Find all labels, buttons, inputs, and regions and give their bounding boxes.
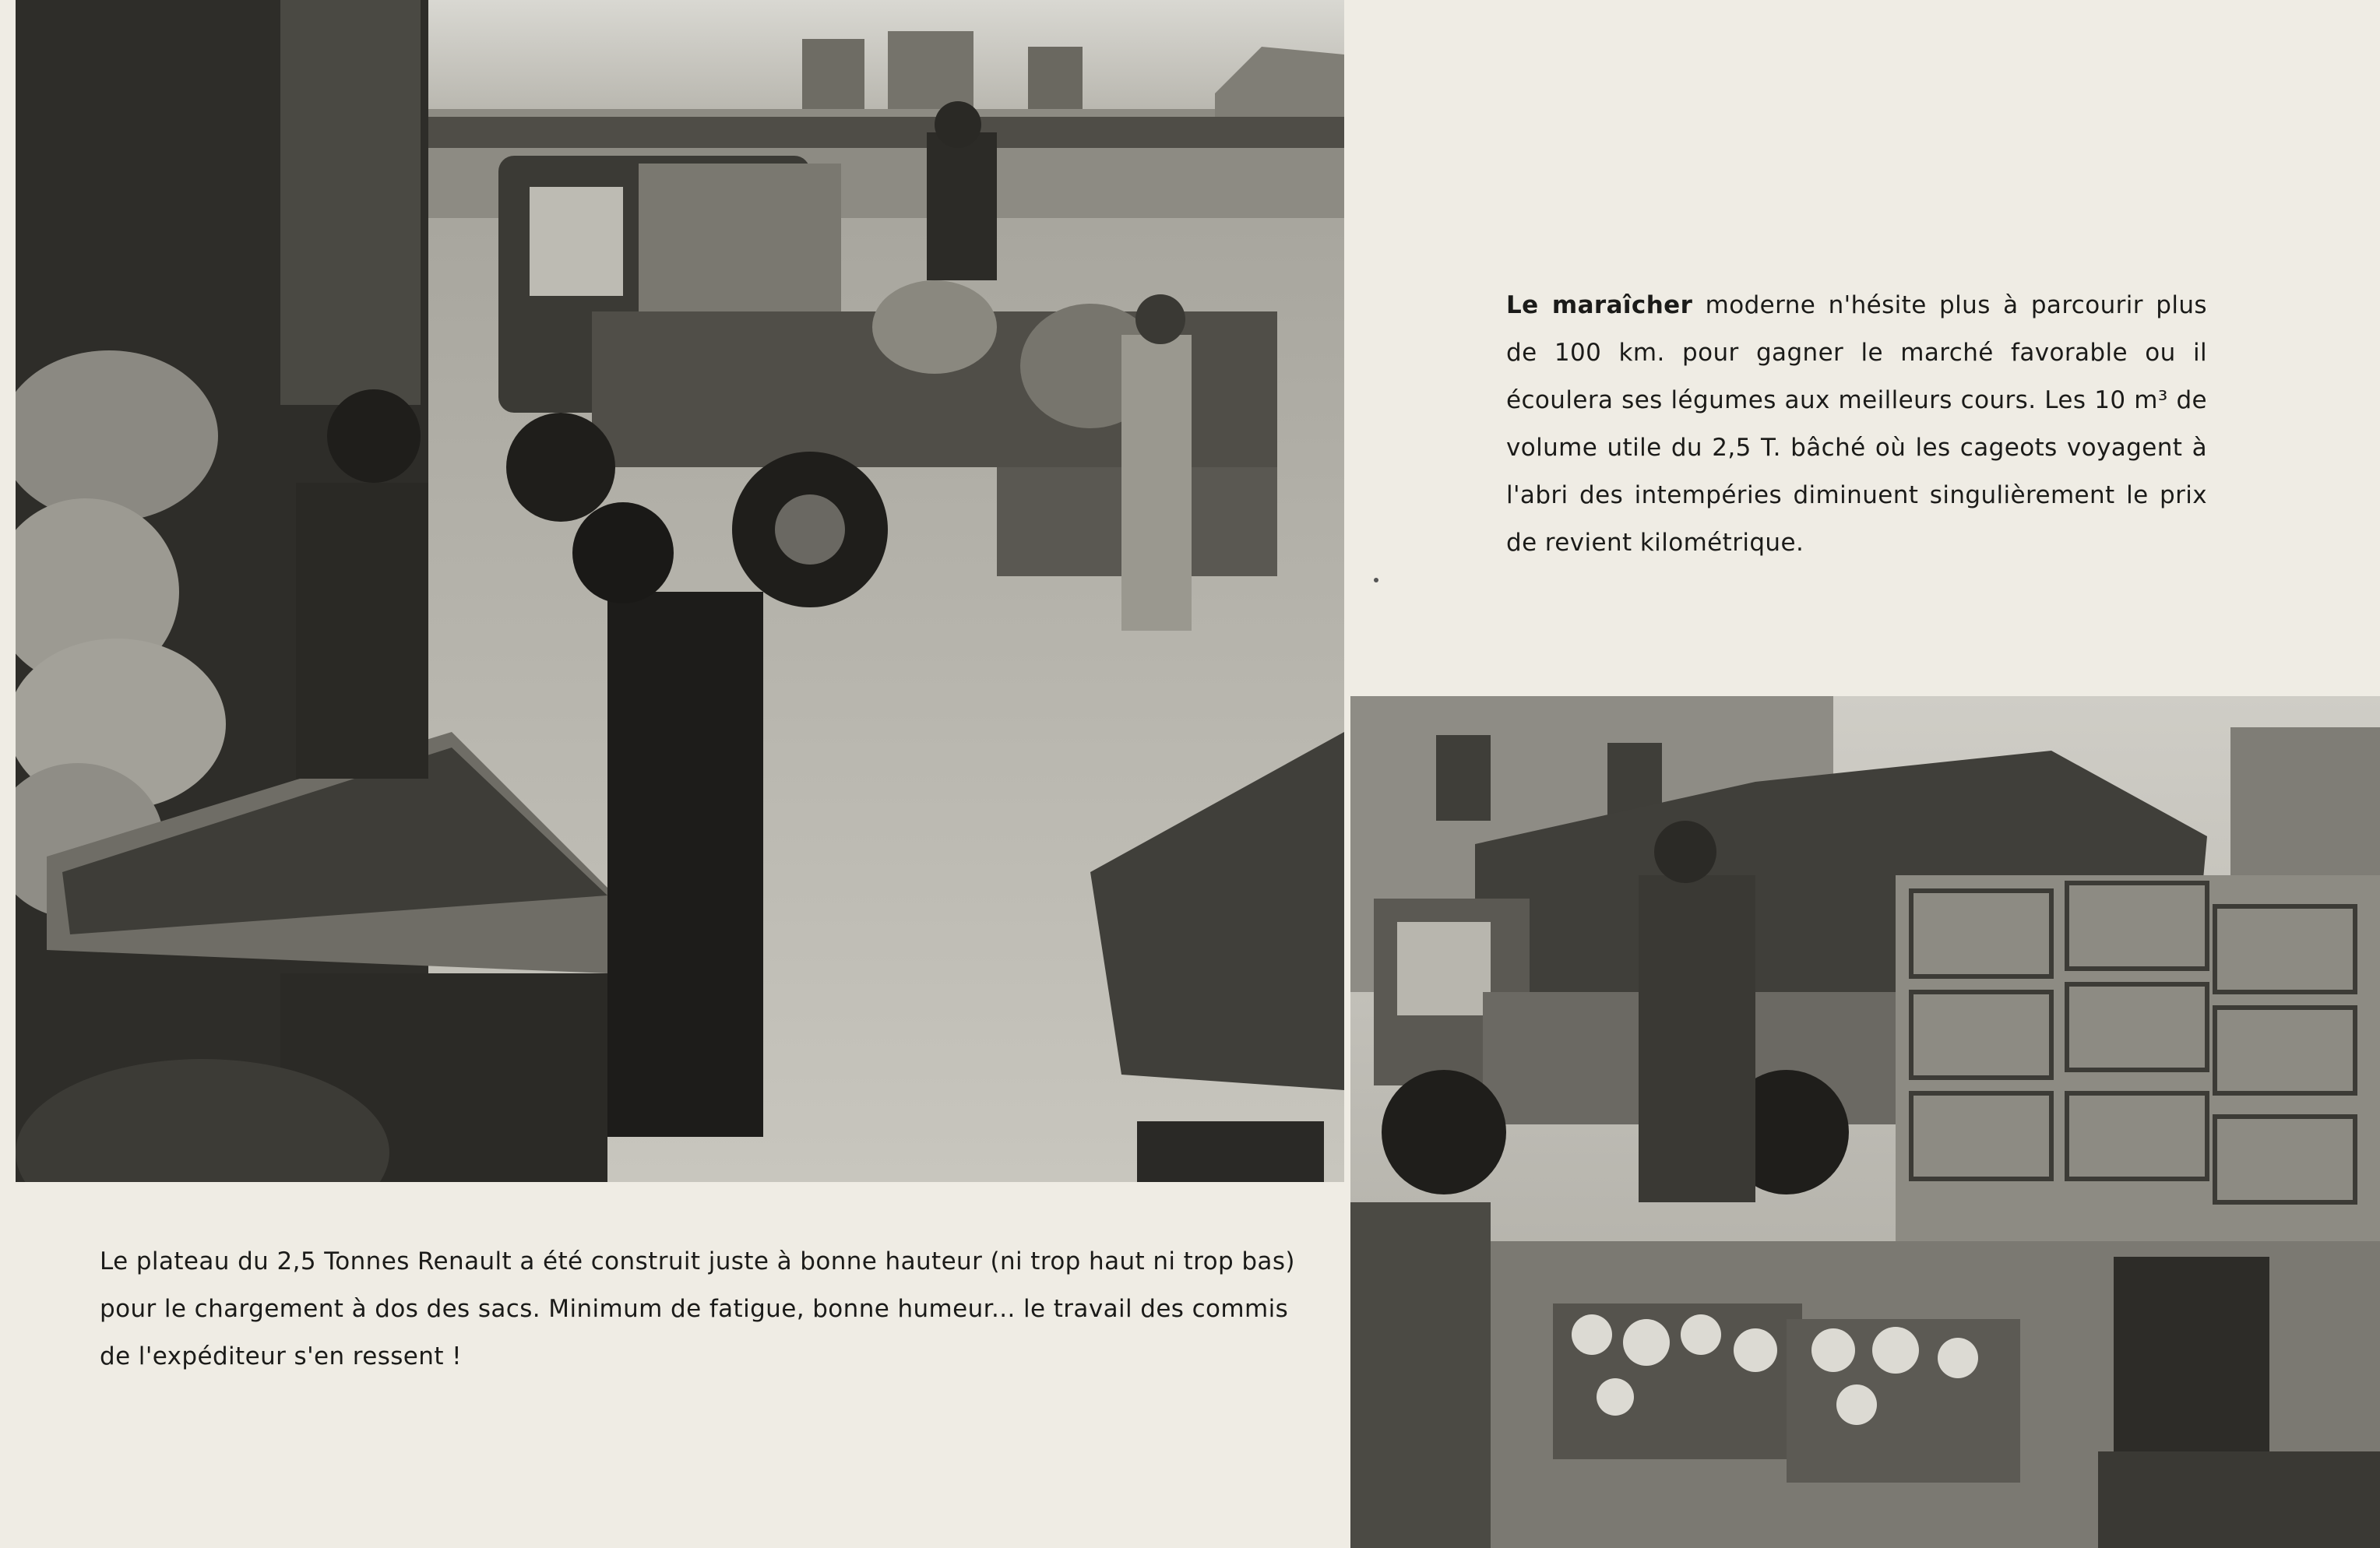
photo-market-truck xyxy=(1350,696,2380,1548)
photo-market-truck-image xyxy=(1350,696,2380,1548)
paper-speck xyxy=(1374,578,1378,582)
caption-lead-text: Le maraîcher xyxy=(1506,291,1693,319)
caption-body-text: moderne n'hésite plus à parcourir plus de 100 km. pour gagner le marché favorable ou il écoulera ses légumes aux meilleurs cours. Les 10 m³ de volume utile du 2,5 T. bâché où les cageots voyagent à l'abri des intempéries diminuent singulièrement le prix de revient kilométrique. xyxy=(1506,291,2207,557)
photo-loading-dock xyxy=(16,0,1344,1182)
photo-loading-dock-image xyxy=(16,0,1344,1182)
caption-loading-dock: Le plateau du 2,5 Tonnes Renault a été construit juste à bonne hauteur (ni trop haut ni trop bas) pour le chargement à dos des sacs. Minimum de fatigue, bonne humeur... le travail des commis de l'expéditeur s'en ressent ! xyxy=(100,1247,1295,1370)
caption-market-gardener xyxy=(1506,282,2207,567)
